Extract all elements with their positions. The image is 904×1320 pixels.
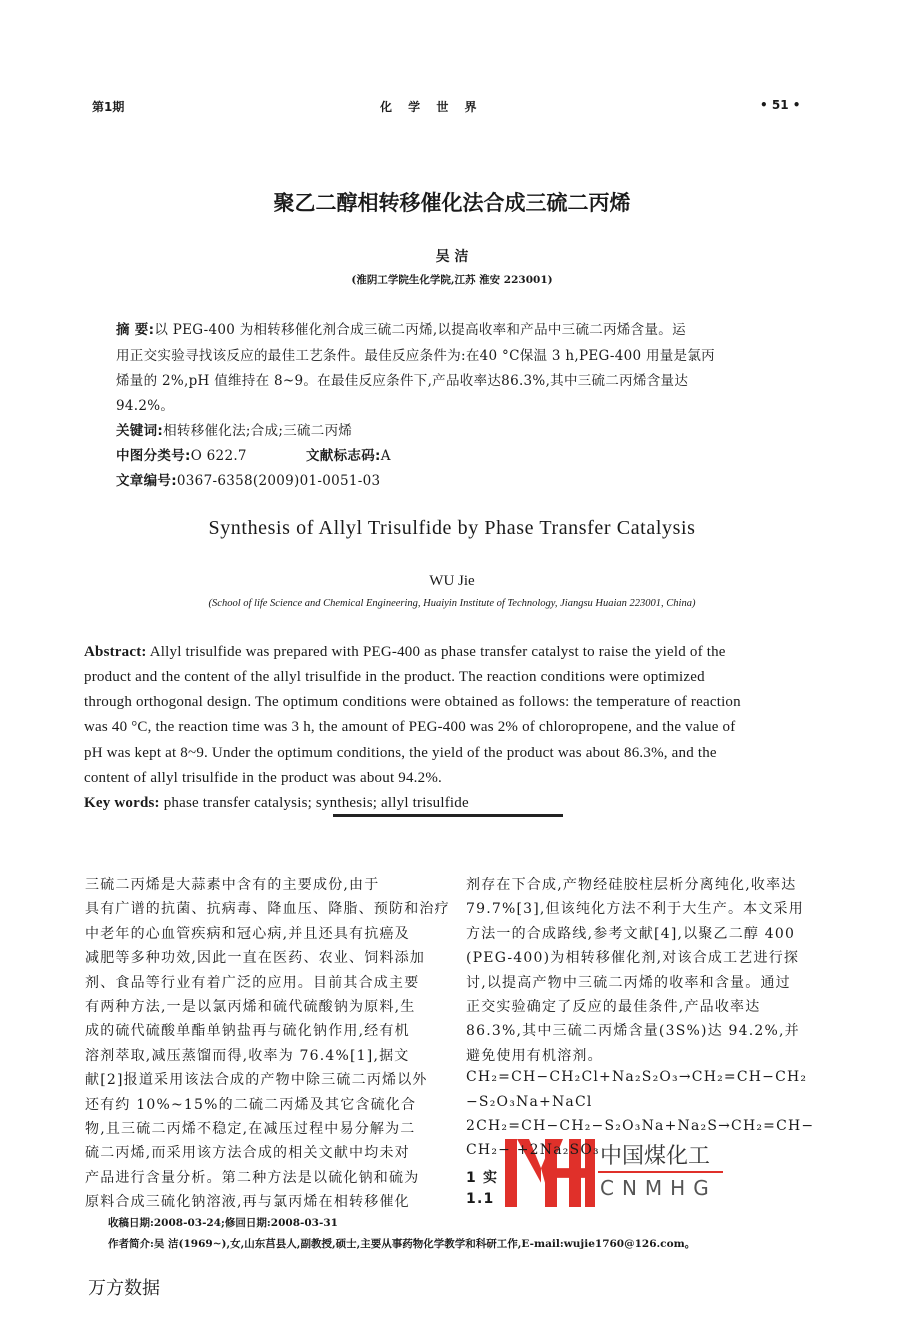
body-line: 成的硫代硫酸单酯单钠盐再与硫化钠作用,经有机 [85, 1023, 410, 1040]
journal-name: 化 学 世 界 [380, 100, 477, 114]
body-line: 溶剂萃取,减压蒸馏而得,收率为 76.4%[1],据文 [85, 1047, 410, 1064]
body-line: 产品进行含量分析。第二种方法是以硫化钠和硫为 [85, 1169, 420, 1186]
abstract-line: 以 PEG-400 为相转移催化剂合成三硫二丙烯,以提高收率和产品中三硫二丙烯含量。运 [154, 322, 686, 338]
author-en: WU Jie [429, 573, 475, 589]
keywords-en: phase transfer catalysis; synthesis; allyl trisulfide [159, 795, 469, 811]
title-en: Synthesis of Allyl Trisulfide by Phase Transfer Catalysis [208, 517, 696, 539]
abstract-en-label: Abstract: [84, 644, 147, 660]
affiliation-cn: (淮阴工学院生化学院,江苏 淮安 223001) [351, 274, 553, 286]
author-cn: 吴 洁 [435, 249, 469, 265]
source-mark: 万方数据 [88, 1278, 160, 1299]
body-line: 1.1 [466, 1191, 495, 1208]
abstract-en-line: pH was kept at 8~9. Under the optimum conditions, the yield of the product was about 86.3%, and the [84, 745, 717, 761]
body-line: 1 实 [466, 1169, 499, 1186]
body-line: 2CH₂=CH−CH₂−S₂O₃Na+Na₂S→CH₂=CH− [466, 1118, 815, 1134]
article-no-label: 文章编号: [116, 473, 177, 489]
author-bio: 作者简介:吴 洁(1969~),女,山东莒县人,副教授,硕士,主要从事药物化学教学和科研工作,E-mail:wujie1760@126.com。 [108, 1238, 696, 1250]
clc: O 622.7 [190, 448, 247, 464]
body-line: 剂、食品等行业有着广泛的应用。目前其合成主要 [85, 974, 420, 991]
body-line: 避免使用有机溶剂。 [466, 1047, 603, 1064]
clc-label: 中图分类号: [116, 448, 191, 464]
abstract-en-line: through orthogonal design. The optimum conditions were obtained as follows: the temperature of reaction [84, 694, 741, 710]
body-line: CH₂=CH−CH₂Cl+Na₂S₂O₃→CH₂=CH−CH₂ [466, 1069, 808, 1086]
received-date: 收稿日期:2008-03-24;修回日期:2008-03-31 [108, 1217, 338, 1229]
body-line: 中老年的心血管疾病和冠心病,并且还具有抗癌及 [85, 925, 410, 942]
body-line: 86.3%,其中三硫二丙烯含量(3S%)达 94.2%,并 [466, 1023, 800, 1040]
watermark-en: CNMHG [600, 1176, 717, 1200]
abstract-label: 摘 要: [116, 322, 155, 338]
section-divider [333, 814, 563, 817]
watermark-cn: 中国煤化工 [600, 1144, 711, 1169]
watermark-rule [598, 1171, 723, 1173]
body-line: 三硫二丙烯是大蒜素中含有的主要成份,由于 [85, 877, 380, 893]
body-line: 物,且三硫二丙烯不稳定,在减压过程中易分解为二 [85, 1121, 416, 1137]
article-no: 0367-6358(2009)01-0051-03 [176, 473, 381, 489]
body-line: CH₂− +2Na₂SO₃ [466, 1142, 600, 1159]
body-line: 讨,以提高产物中三硫二丙烯的收率和含量。通过 [466, 974, 791, 991]
abstract-en-line: content of allyl trisulfide in the product was about 94.2%. [84, 770, 442, 786]
body-line: (PEG-400)为相转移催化剂,对该合成工艺进行探 [466, 950, 800, 967]
keywords: 相转移催化法;合成;三硫二丙烯 [163, 423, 353, 439]
abstract-line: 烯量的 2%,pH 值维持在 8~9。在最佳反应条件下,产品收率达86.3%,其中三硫二丙烯含量达 [116, 373, 689, 389]
body-line: 原料合成三硫化钠溶液,再与氯丙烯在相转移催化 [85, 1194, 410, 1211]
page-number: • 51 • [760, 98, 801, 112]
body-line: 减肥等多种功效,因此一直在医药、农业、饲料添加 [85, 950, 426, 967]
doc-code-label: 文献标志码: [306, 448, 381, 464]
body-line: 硫二丙烯,而采用该方法合成的相关文献中均未对 [85, 1145, 410, 1162]
body-line: 献[2]报道采用该法合成的产物中除三硫二丙烯以外 [85, 1072, 428, 1089]
title-cn: 聚乙二醇相转移催化法合成三硫二丙烯 [273, 191, 631, 215]
abstract-en-line: Allyl trisulfide was prepared with PEG-400 as phase transfer catalyst to raise the yield of the [146, 644, 726, 660]
body-line: 79.7%[3],但该纯化方法不利于大生产。本文采用 [466, 901, 804, 918]
doc-code: A [380, 448, 391, 464]
issue-label: 第1期 [92, 100, 125, 114]
body-line: 正交实验确定了反应的最佳条件,产品收率达 [466, 999, 761, 1015]
body-line: 还有约 10%~15%的二硫二丙烯及其它含硫化合 [85, 1096, 417, 1113]
body-line: 有两种方法,一是以氯丙烯和硫代硫酸钠为原料,生 [85, 999, 416, 1015]
abstract-line: 94.2%。 [116, 398, 175, 414]
body-line: 方法一的合成路线,参考文献[4],以聚乙二醇 400 [466, 925, 796, 942]
body-line: −S₂O₃Na+NaCl [466, 1093, 593, 1110]
keywords-en-label: Key words: [84, 795, 160, 811]
abstract-line: 用正交实验寻找该反应的最佳工艺条件。最佳反应条件为:在40 °C保温 3 h,PEG-400 用量是氯丙 [116, 348, 715, 364]
body-line: 剂存在下合成,产物经硅胶柱层析分离纯化,收率达 [466, 877, 797, 893]
keywords-label: 关键词: [116, 423, 164, 439]
affiliation-en: (School of life Science and Chemical Engineering, Huaiyin Institute of Technology, Jiangsu Huaian 223001, China) [208, 598, 696, 609]
body-line: 具有广谱的抗菌、抗病毒、降血压、降脂、预防和治疗 [85, 901, 450, 918]
abstract-en-line: was 40 °C, the reaction time was 3 h, the amount of PEG-400 was 2% of chloropropene, and the value of [84, 719, 736, 735]
abstract-en-line: product and the content of the allyl trisulfide in the product. The reaction conditions were optimized [84, 669, 705, 685]
